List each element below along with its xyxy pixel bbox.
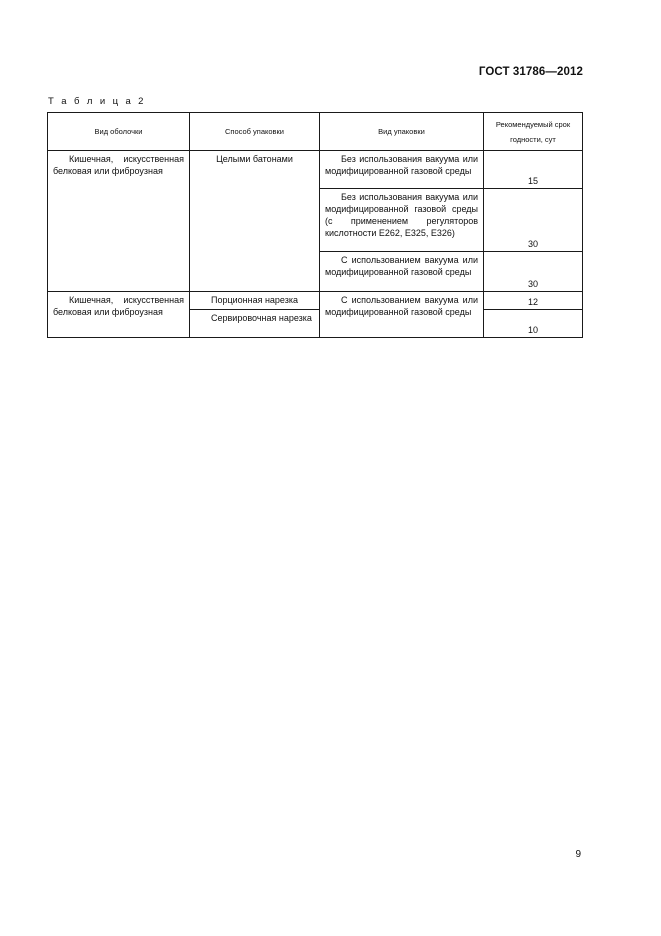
casing-cell xyxy=(48,151,190,292)
packing-method-cell xyxy=(190,310,320,338)
shelf-life-value: 12 xyxy=(527,297,538,307)
casing-text: Кишечная, искусственная белковая или фиброузная xyxy=(53,154,184,176)
package-type-text: С использованием вакуума или модифицированной газовой среды xyxy=(325,255,478,277)
shelf-life-cell xyxy=(484,292,583,310)
shelf-life-value: 30 xyxy=(527,279,538,289)
casing-cell xyxy=(48,292,190,338)
header-casing-type: Вид оболочки xyxy=(48,113,190,151)
packing-method-text: Сервировочная нарезка xyxy=(211,313,312,323)
header-package-type: Вид упаковки xyxy=(320,113,484,151)
shelf-life-value: 10 xyxy=(527,325,538,335)
shelf-life-table xyxy=(47,112,583,338)
header-shelf-life: Рекомендуемый срок годности, сут xyxy=(484,113,583,151)
shelf-life-cell xyxy=(484,151,583,189)
shelf-life-value: 15 xyxy=(527,176,538,186)
document-standard-number: ГОСТ 31786—2012 xyxy=(478,66,583,78)
package-type-text: Без использования вакуума или модифицированной газовой среды xyxy=(325,154,478,176)
table-caption: Т а б л и ц а 2 xyxy=(48,96,146,107)
shelf-life-cell xyxy=(484,189,583,252)
package-type-text: С использованием вакуума или модифицированной газовой среды xyxy=(325,295,478,317)
packing-method-text: Порционная нарезка xyxy=(210,295,299,305)
package-type-cell xyxy=(320,252,484,292)
header-packing-method: Способ упаковки xyxy=(190,113,320,151)
package-type-cell xyxy=(320,151,484,189)
casing-text: Кишечная, искусственная белковая или фиброузная xyxy=(53,295,184,317)
package-type-cell xyxy=(320,292,484,338)
package-type-text: Без использования вакуума или модифицированной газовой среды (с применением регуляторов кислотности Е262, Е325, Е326) xyxy=(325,192,478,238)
packing-method-cell xyxy=(190,292,320,310)
table-header-row xyxy=(48,113,583,151)
shelf-life-value: 30 xyxy=(527,239,538,249)
packing-method-cell xyxy=(190,151,320,292)
table-row xyxy=(48,292,583,310)
package-type-cell xyxy=(320,189,484,252)
shelf-life-cell xyxy=(484,310,583,338)
table-row xyxy=(48,151,583,189)
packing-method-text: Целыми батонами xyxy=(216,154,293,164)
page-number: 9 xyxy=(575,849,581,860)
shelf-life-cell xyxy=(484,252,583,292)
